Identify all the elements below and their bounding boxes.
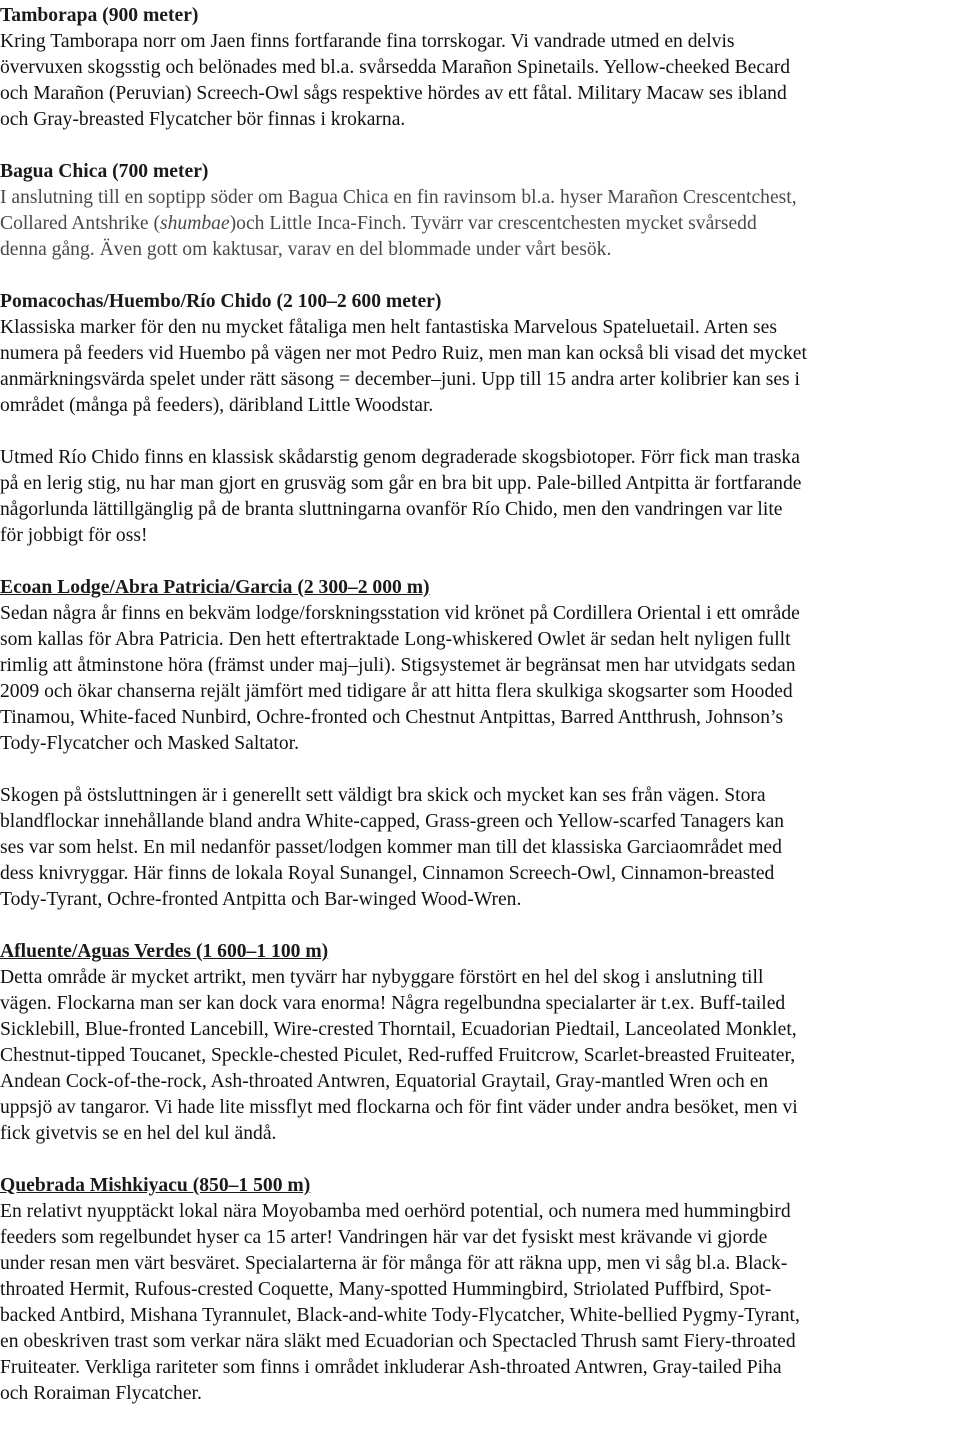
text-line: anmärkningsvärda spelet under rätt säsong = december–juni. Upp till 15 andra arter kolibrier kan ses i bbox=[0, 369, 800, 390]
paragraph bbox=[0, 445, 960, 549]
text-line: och Roraiman Flycatcher. bbox=[0, 1383, 202, 1404]
paragraph bbox=[0, 29, 960, 133]
paragraph bbox=[0, 965, 960, 1147]
section-heading: Quebrada Mishkiyacu (850–1 500 m) bbox=[0, 1175, 311, 1196]
text-line: vägen. Flockarna man ser kan dock vara enorma! Några regelbundna specialarter är t.ex. Buff-tailed bbox=[0, 993, 786, 1014]
section bbox=[0, 3, 960, 133]
text-line: någorlunda lättillgänglig på de branta sluttningarna ovanför Río Chido, men den vandringen var lite bbox=[0, 499, 783, 520]
text-line: under resan men värt besväret. Specialarterna är för många för att räkna upp, men vi såg bl.a. Black- bbox=[0, 1253, 788, 1274]
text-line: Tody-Tyrant, Ochre-fronted Antpitta och Bar-winged Wood-Wren. bbox=[0, 889, 522, 910]
text-line: Andean Cock-of-the-rock, Ash-throated Antwren, Equatorial Graytail, Gray-mantled Wren och en bbox=[0, 1071, 769, 1092]
italic-term: shumbae bbox=[159, 213, 230, 234]
text-line: Sedan några år finns en bekväm lodge/forskningsstation vid krönet på Cordillera Oriental i ett område bbox=[0, 603, 800, 624]
paragraph bbox=[0, 601, 960, 757]
text-line: backed Antbird, Mishana Tyrannulet, Black-and-white Tody-Flycatcher, White-bellied Pygmy-Tyrant, bbox=[0, 1305, 800, 1326]
text-line: ses var som helst. En mil nedanför passet/lodgen kommer man till det klassiska Garciaområdet med bbox=[0, 837, 782, 858]
text-line: rimlig att åtminstone höra (främst under maj–juli). Stigsystemet är begränsat men har utvidgats sedan bbox=[0, 655, 796, 676]
section bbox=[0, 575, 960, 913]
section-heading: Ecoan Lodge/Abra Patricia/Garcia (2 300–2 000 m) bbox=[0, 577, 430, 598]
paragraph bbox=[0, 783, 960, 913]
text-line: en obeskriven trast som verkar nära släkt med Ecuadorian och Spectacled Thrush samt Fiery-throated bbox=[0, 1331, 796, 1352]
text-line: Tinamou, White-faced Nunbird, Ochre-fronted och Chestnut Antpittas, Barred Antthrush, Johnson’s bbox=[0, 707, 784, 728]
section-heading: Pomacochas/Huembo/Río Chido (2 100–2 600 meter) bbox=[0, 291, 442, 312]
text-line: som kallas för Abra Patricia. Den hett eftertraktade Long-whiskered Owlet är sedan helt nyligen fullt bbox=[0, 629, 791, 650]
text-line: feeders som regelbundet hyser ca 15 arter! Vandringen här var det fysiskt mest krävande vi gjorde bbox=[0, 1227, 768, 1248]
text-line: denna gång. Även gott om kaktusar, varav en del blommade under vårt besök. bbox=[0, 239, 612, 260]
paragraph bbox=[0, 1199, 960, 1407]
text-run: )och Little Inca-Finch. Tyvärr var crescentchesten mycket svårsedd bbox=[229, 213, 757, 234]
text-line: Utmed Río Chido finns en klassisk skådarstig genom degraderade skogsbiotoper. Förr fick man traska bbox=[0, 447, 800, 468]
text-line: övervuxen skogsstig och belönades med bl.a. svårsedda Marañon Spinetails. Yellow-cheeked Becard bbox=[0, 57, 791, 78]
text-line: dess knivryggar. Här finns de lokala Royal Sunangel, Cinnamon Screech-Owl, Cinnamon-breasted bbox=[0, 863, 775, 884]
text-line: Fruiteater. Verkliga rariteter som finns i området inkluderar Ash-throated Antwren, Gray-tailed Piha bbox=[0, 1357, 782, 1378]
text-line: I anslutning till en soptipp söder om Bagua Chica en fin ravinsom bl.a. hyser Marañon Crescentchest, bbox=[0, 187, 797, 208]
section bbox=[0, 1173, 960, 1407]
paragraph bbox=[0, 315, 960, 419]
text-line: på en lerig stig, nu har man gjort en grusväg som går en bra bit upp. Pale-billed Antpitta är fortfarande bbox=[0, 473, 802, 494]
text-line: numera på feeders vid Huembo på vägen ner mot Pedro Ruiz, men man kan också bli visad det mycket bbox=[0, 343, 807, 364]
text-line: throated Hermit, Rufous-crested Coquette, Many-spotted Hummingbird, Striolated Puffbird, Spot- bbox=[0, 1279, 772, 1300]
section bbox=[0, 939, 960, 1147]
text-line: för jobbigt för oss! bbox=[0, 525, 148, 546]
text-line: och Marañon (Peruvian) Screech-Owl sågs respektive hördes av ett fåtal. Military Macaw ses ibland bbox=[0, 83, 787, 104]
text-line: blandflockar innehållande bland andra White-capped, Grass-green och Yellow-scarfed Tanagers kan bbox=[0, 811, 785, 832]
text-line: Sicklebill, Blue-fronted Lancebill, Wire-crested Thorntail, Ecuadorian Piedtail, Lanceolated Monklet, bbox=[0, 1019, 797, 1040]
text-line: Tody-Flycatcher och Masked Saltator. bbox=[0, 733, 299, 754]
section bbox=[0, 159, 960, 263]
section-heading: Tamborapa (900 meter) bbox=[0, 5, 199, 26]
text-line: Detta område är mycket artrikt, men tyvärr har nybyggare förstört en hel del skog i anslutning till bbox=[0, 967, 764, 988]
text-line: och Gray-breasted Flycatcher bör finnas i krokarna. bbox=[0, 109, 406, 130]
text-line: Klassiska marker för den nu mycket fåtaliga men helt fantastiska Marvelous Spateluetail. Arten ses bbox=[0, 317, 777, 338]
text-line: En relativt nyupptäckt lokal nära Moyobamba med oerhörd potential, och numera med hummingbird bbox=[0, 1201, 791, 1222]
text-line: Kring Tamborapa norr om Jaen finns fortfarande fina torrskogar. Vi vandrade utmed en delvis bbox=[0, 31, 735, 52]
text-line: uppsjö av tangaror. Vi hade lite missflyt med flockarna och för fint väder under andra besöket, men vi bbox=[0, 1097, 798, 1118]
text-run: Collared Antshrike ( bbox=[0, 213, 160, 234]
text-line: Skogen på östsluttningen är i generellt sett väldigt bra skick och mycket kan ses från vägen. Stora bbox=[0, 785, 766, 806]
section bbox=[0, 289, 960, 549]
text-line: området (många på feeders), däribland Little Woodstar. bbox=[0, 395, 434, 416]
text-line: Chestnut-tipped Toucanet, Speckle-chested Piculet, Red-ruffed Fruitcrow, Scarlet-breasted Fruiteater, bbox=[0, 1045, 796, 1066]
paragraph bbox=[0, 185, 960, 263]
section-heading: Bagua Chica (700 meter) bbox=[0, 161, 209, 182]
text-line: fick givetvis se en hel del kul ändå. bbox=[0, 1123, 277, 1144]
text-line: 2009 och ökar chanserna rejält jämfört med tidigare år att hitta flera skulkiga skogsarter som Hooded bbox=[0, 681, 793, 702]
text-line bbox=[0, 211, 960, 237]
section-heading: Afluente/Aguas Verdes (1 600–1 100 m) bbox=[0, 941, 329, 962]
